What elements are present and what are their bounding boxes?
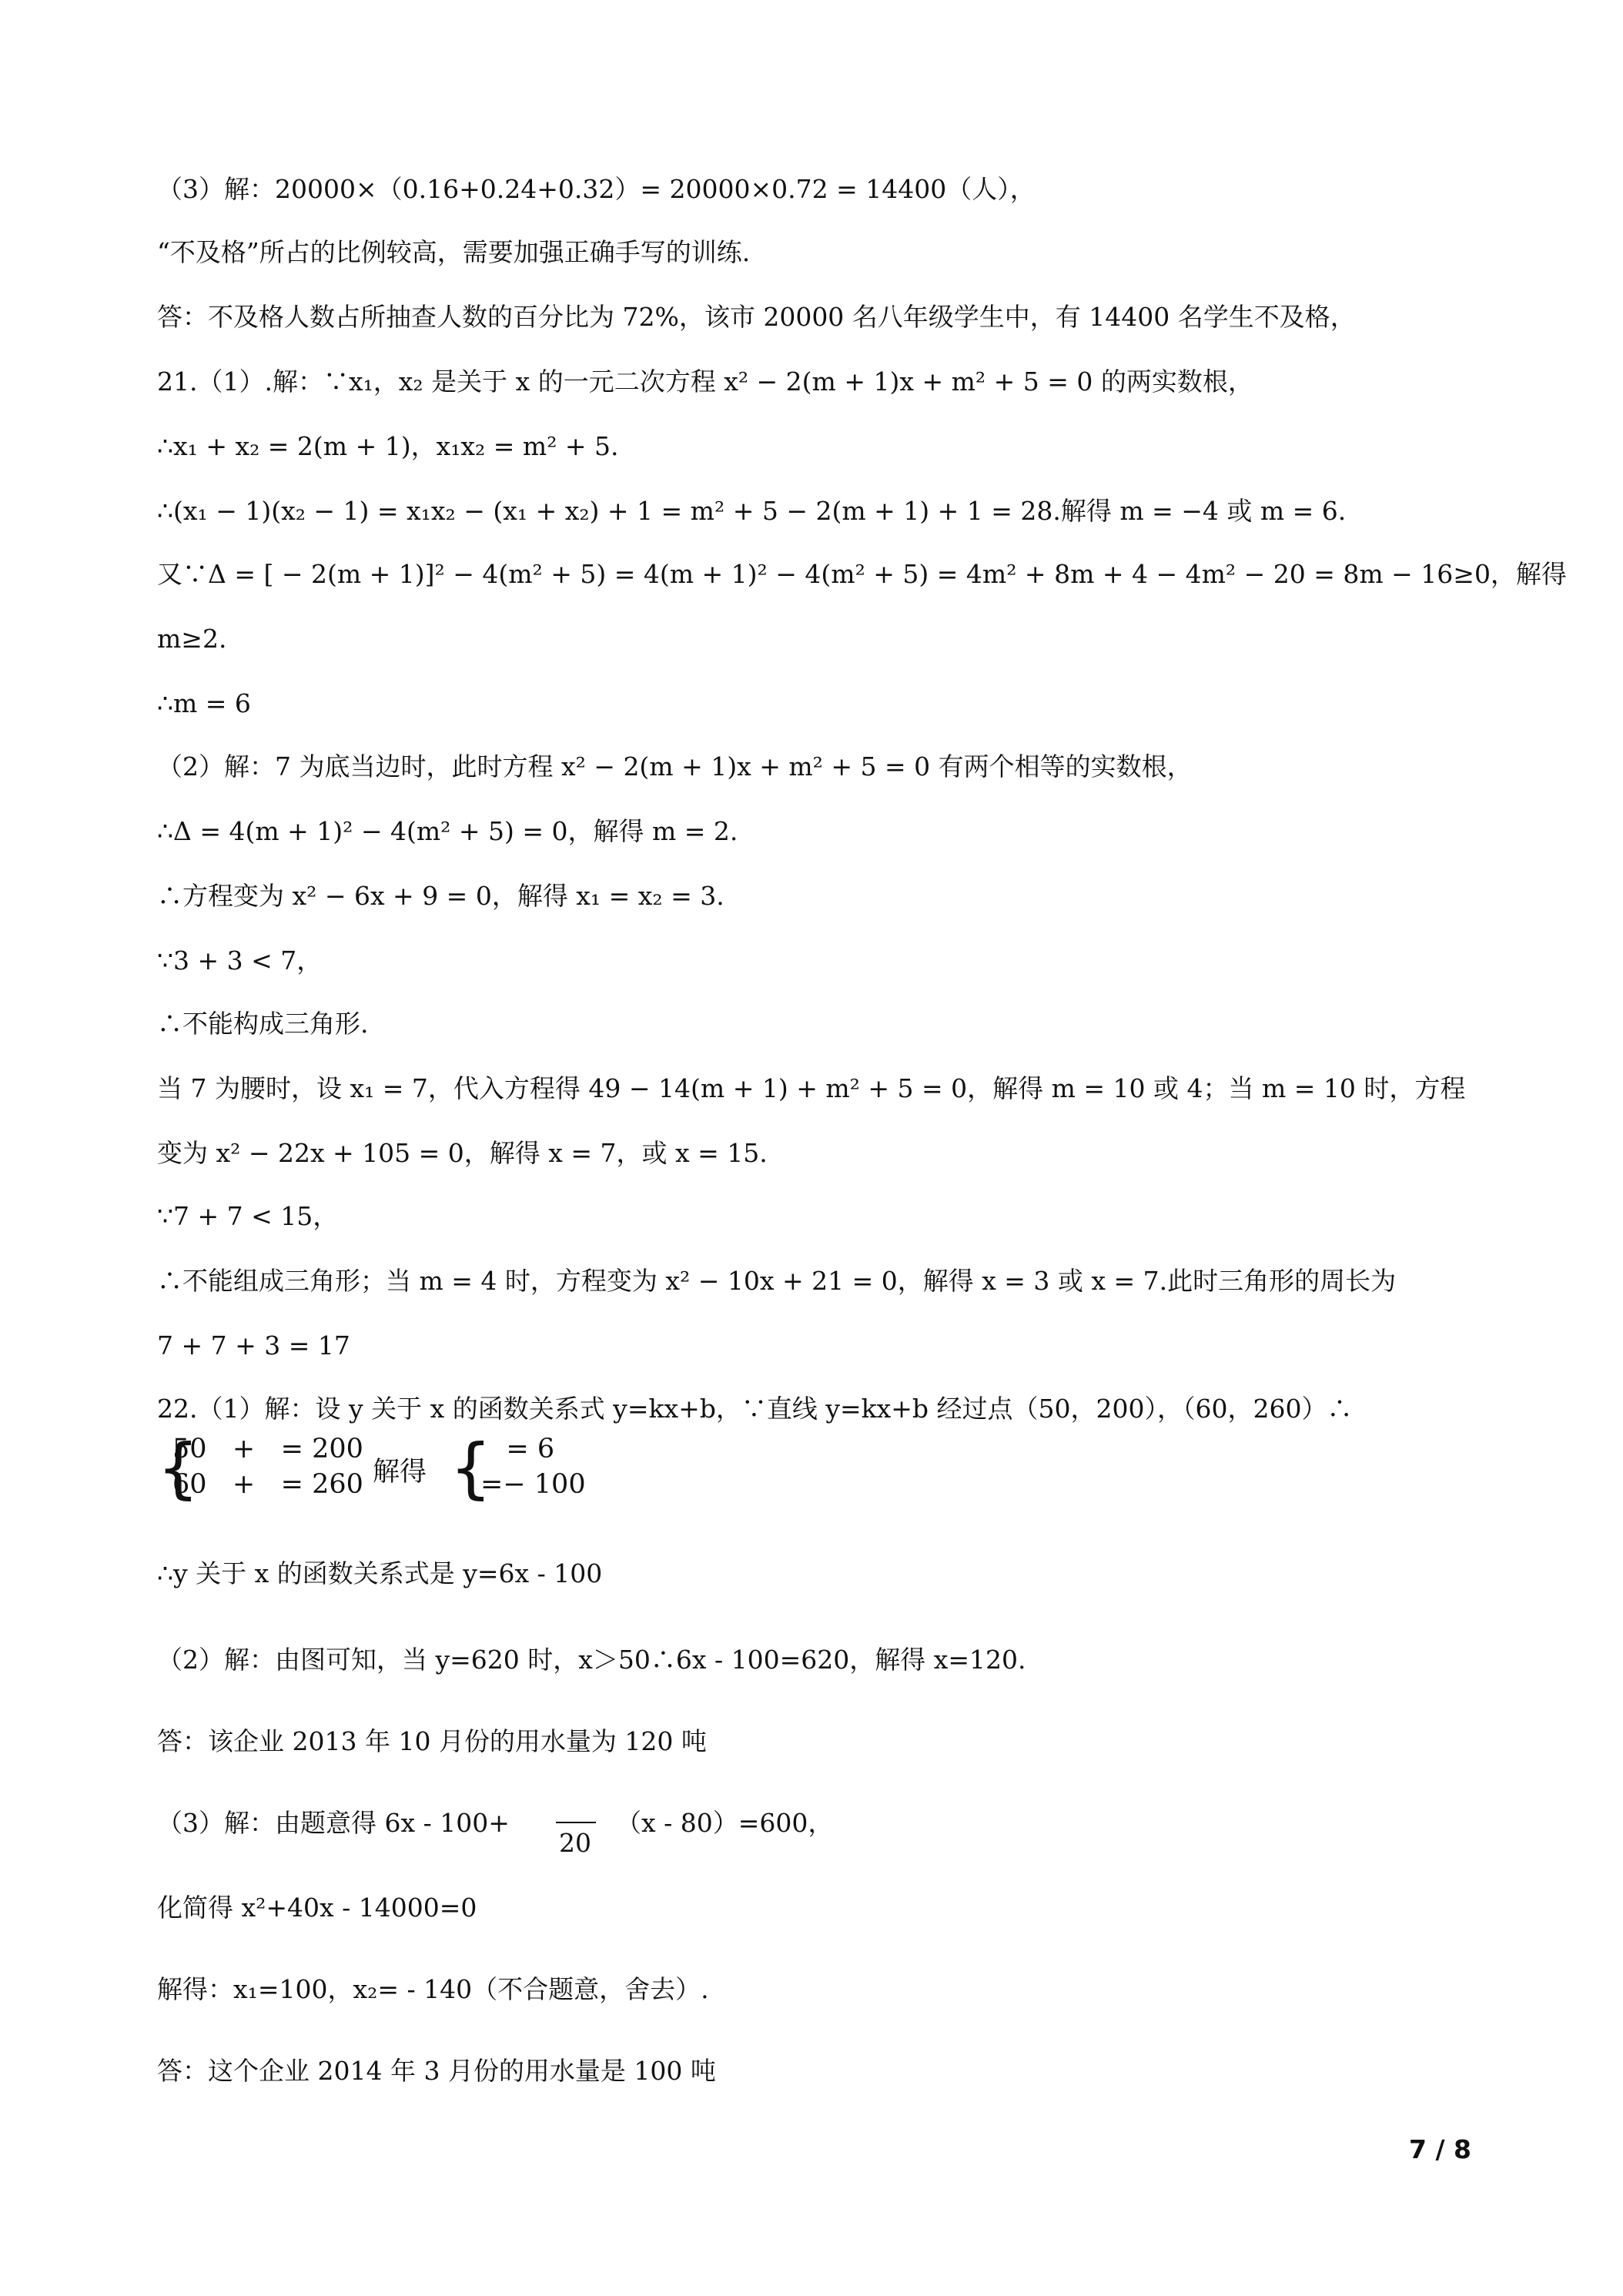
text-line: ∴Δ = 4(m + 1)² − 4(m² + 5) = 0，解得 m = 2. — [157, 816, 738, 846]
text-line: 变为 x² − 22x + 105 = 0，解得 x = 7，或 x = 15. — [157, 1138, 768, 1168]
solve-label: 解得 — [373, 1457, 427, 1488]
equation-system — [157, 1432, 1081, 1525]
fraction-bar — [556, 1822, 596, 1823]
text-line: （2）解：7 为底当边时，此时方程 x² − 2(m + 1)x + m² + 5 = 0 有两个相等的实数根， — [157, 751, 1193, 782]
fraction-denominator: 20 — [559, 1828, 591, 1858]
text-line: ∴x₁ + x₂ = 2(m + 1)，x₁x₂ = m² + 5. — [157, 431, 619, 461]
system-solution: =− 100 — [480, 1469, 586, 1500]
text-line: （3）解：20000×（0.16+0.24+0.32）= 20000×0.72 = 14400（人）， — [157, 174, 1036, 204]
page-number: 7 / 8 — [1409, 2134, 1471, 2164]
text-line: 答：不及格人数占所抽查人数的百分比为 72%，该市 20000 名八年级学生中，有 14400 名学生不及格， — [157, 302, 1356, 332]
text-line: “不及格”所占的比例较高，需要加强正确手写的训练. — [157, 237, 751, 267]
text-line: ∴m = 6 — [157, 688, 251, 718]
text-line: 7 + 7 + 3 = 17 — [157, 1330, 350, 1361]
text-line: 21.（1）.解：∵x₁，x₂ 是关于 x 的一元二次方程 x² − 2(m + 1)x + m² + 5 = 0 的两实数根， — [157, 366, 1253, 397]
left-brace: { — [157, 1430, 199, 1507]
text-line: ∴方程变为 x² − 6x + 9 = 0，解得 x₁ = x₂ = 3. — [157, 881, 724, 911]
system-equation: 50 + = 200 — [172, 1434, 363, 1464]
text-line: ∴y 关于 x 的函数关系式是 y=6x - 100 — [157, 1558, 603, 1588]
text-line: （2）解：由图可知，当 y=620 时，x＞50∴6x - 100=620，解得 x=120. — [157, 1645, 1026, 1675]
text-line: ∴不能构成三角形. — [157, 1009, 369, 1039]
text-line: ∴不能组成三角形；当 m = 4 时，方程变为 x² − 10x + 21 = 0，解得 x = 3 或 x = 7.此时三角形的周长为 — [157, 1266, 1397, 1296]
text-line: ∵3 + 3 < 7， — [157, 946, 323, 976]
left-brace: { — [450, 1430, 492, 1507]
text-line: 当 7 为腰时，设 x₁ = 7，代入方程得 49 − 14(m + 1) + m² + 5 = 0，解得 m = 10 或 4；当 m = 10 时，方程 — [157, 1073, 1466, 1103]
text-line: 化简得 x²+40x - 14000=0 — [157, 1893, 477, 1923]
system-solution: = 6 — [480, 1434, 555, 1464]
text-line: 22.（1）解：设 y 关于 x 的函数关系式 y=kx+b，∵直线 y=kx+b 经过点（50，200），（60，260）∴ — [157, 1394, 1353, 1424]
text-line: 答：该企业 2013 年 10 月份的用水量为 120 吨 — [157, 1726, 707, 1756]
text-line: （x - 80）=600， — [616, 1808, 834, 1838]
text-line: 解得：x₁=100，x₂= - 140（不合题意，舍去）. — [157, 1974, 709, 2004]
text-line: m≥2. — [157, 624, 227, 654]
system-equation: 60 + = 260 — [172, 1469, 363, 1500]
text-line: ∵7 + 7 < 15， — [157, 1201, 339, 1231]
text-line: （3）解：由题意得 6x - 100+ — [157, 1808, 510, 1838]
text-line: ∴(x₁ − 1)(x₂ − 1) = x₁x₂ − (x₁ + x₂) + 1 = m² + 5 − 2(m + 1) + 1 = 28.解得 m = −4 或 m = 6. — [157, 496, 1347, 526]
text-line: 又∵Δ = [ − 2(m + 1)]² − 4(m² + 5) = 4(m + 1)² − 4(m² + 5) = 4m² + 8m + 4 − 4m² − 20 = 8m − 16≥0，解得 — [157, 559, 1567, 589]
text-line: 答：这个企业 2014 年 3 月份的用水量是 100 吨 — [157, 2056, 716, 2086]
